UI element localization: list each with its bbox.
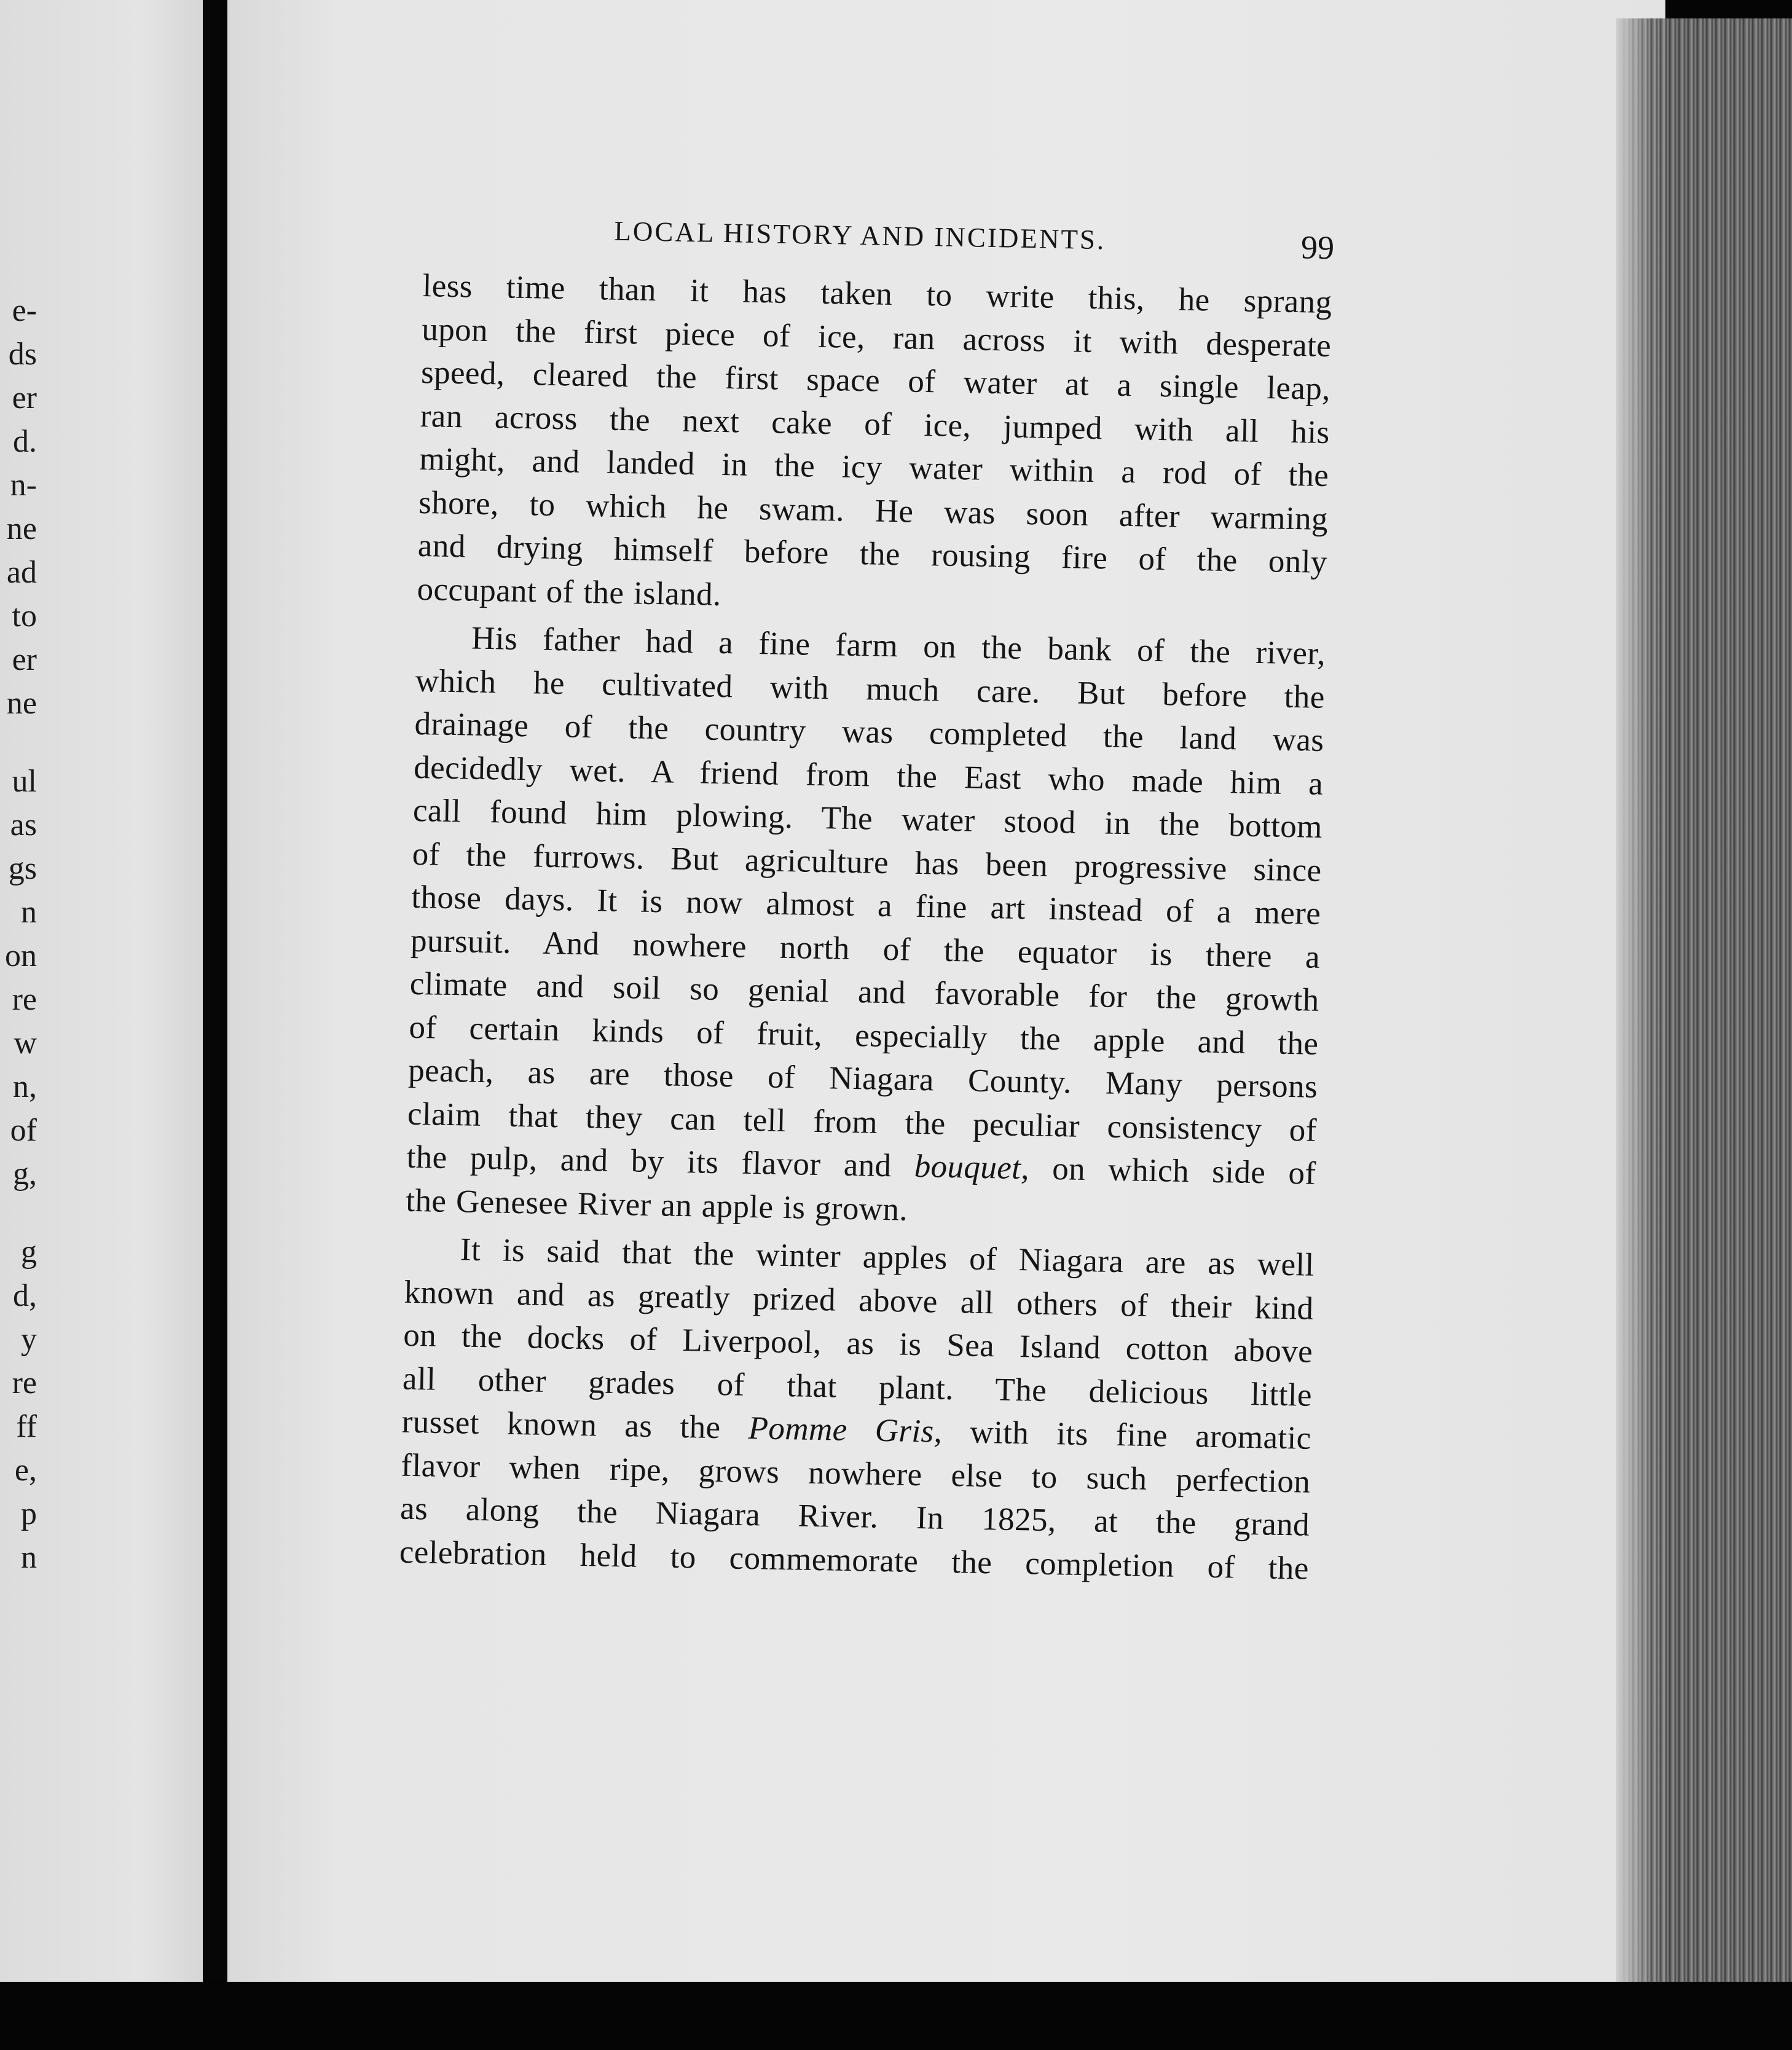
text-line: shore, to which he swam. He was soon after warming — [418, 484, 1329, 537]
previous-page-fragment: ne — [6, 511, 37, 546]
previous-page-fragment: p — [21, 1496, 37, 1531]
running-title: LOCAL HISTORY AND INCIDENTS. — [613, 215, 1106, 256]
previous-page-fragment: n, — [13, 1069, 37, 1104]
paragraph-2 — [406, 616, 1326, 1239]
text-line: of certain kinds of fruit, especially the apple and the — [409, 1009, 1319, 1062]
previous-page-fragment: e, — [14, 1453, 37, 1488]
text-run: the pulp, and by its flavor and — [406, 1139, 915, 1184]
text-line: call found him plowing. The water stood in the bottom — [412, 792, 1323, 845]
paragraph-3 — [399, 1227, 1315, 1590]
previous-page-fragment: re — [12, 1365, 37, 1400]
previous-page-fragment: er — [12, 642, 37, 677]
previous-page-fragment: of — [10, 1113, 37, 1148]
previous-page-fragment: n- — [10, 468, 37, 503]
book-gutter — [203, 0, 227, 1979]
page-edges-shadow — [1616, 18, 1653, 2028]
text-line: those days. It is now almost a fine art instead of a mere — [411, 879, 1321, 932]
previous-page-fragment: as — [10, 807, 37, 842]
previous-page-fragment: y — [21, 1322, 37, 1357]
text-line: It is said that the winter apples of Niagara are as well — [460, 1231, 1315, 1283]
previous-page-fragment: d, — [13, 1278, 37, 1313]
text-line: climate and soil so genial and favorable for the growth — [409, 965, 1320, 1018]
text-line: celebration held to commemorate the completion of the — [399, 1534, 1310, 1587]
text-line: of the furrows. But agriculture has been progressive since — [412, 836, 1322, 889]
text-line: known and as greatly prized above all others of their kind — [404, 1274, 1314, 1327]
previous-page-fragment: ul — [12, 764, 37, 799]
text-line: the Genesee River an apple is grown. — [405, 1182, 908, 1228]
paragraph-1 — [417, 264, 1332, 627]
previous-page-fragment: ne — [6, 686, 37, 721]
previous-page-fragment: to — [12, 599, 37, 634]
text-line: occupant of the island. — [417, 571, 722, 613]
previous-page-text-fragments — [0, 289, 37, 1579]
text-line: pursuit. And nowhere north of the equator is there a — [410, 922, 1321, 975]
previous-page-fragment — [0, 725, 37, 760]
previous-page-fragment: e- — [12, 293, 37, 328]
page-content — [399, 209, 1333, 1590]
previous-page — [0, 0, 203, 1982]
text-line: ran across the next cake of ice, jumped with all his — [420, 398, 1330, 450]
previous-page-fragment — [0, 1196, 37, 1230]
text-line: less time than it has taken to write this, he sprang — [422, 267, 1332, 321]
previous-page-fragment: n — [21, 895, 37, 930]
text-run: with its fine aromatic — [941, 1413, 1312, 1456]
text-line: flavor when ripe, grows nowhere else to such perfection — [401, 1447, 1311, 1500]
text-run: russet known as the — [401, 1404, 749, 1446]
text-line: might, and landed in the icy water within a rod of the — [419, 441, 1329, 494]
previous-page-fragment: d. — [13, 424, 37, 459]
text-line: peach, as are those of Niagara County. Many persons — [407, 1052, 1318, 1105]
previous-page-fragment: gs — [8, 851, 37, 886]
previous-page-fragment: n — [21, 1540, 37, 1575]
page-number: 99 — [1300, 229, 1335, 267]
text-line: decidedly wet. A friend from the East who made him a — [413, 749, 1324, 802]
previous-page-fragment: er — [12, 380, 37, 415]
previous-page-fragment: ff — [16, 1409, 37, 1444]
previous-page-fragment: ad — [6, 555, 37, 590]
text-line: which he cultivated with much care. But before the — [415, 662, 1326, 715]
text-line: and drying himself before the rousing fire of the only — [417, 527, 1328, 581]
text-line: drainage of the country was completed the land was — [414, 705, 1324, 758]
previous-page-fragment: w — [14, 1026, 37, 1061]
italic-word: Pomme Gris, — [748, 1410, 943, 1450]
previous-page-fragment: g — [21, 1235, 37, 1270]
text-line: His father had a fine farm on the bank of the river, — [471, 620, 1326, 672]
scan-bottom-border — [0, 1982, 1792, 2050]
text-line: as along the Niagara River. In 1825, at the grand — [399, 1490, 1310, 1543]
italic-word: bouquet, — [914, 1148, 1030, 1187]
text-line: all other grades of that plant. The delicious little — [402, 1361, 1313, 1413]
text-run: on which side of — [1029, 1150, 1317, 1192]
previous-page-fragment: on — [5, 938, 37, 973]
previous-page-fragment: g, — [13, 1157, 37, 1192]
text-line: speed, cleared the first space of water at a single leap, — [420, 354, 1331, 407]
previous-page-fragment: re — [12, 982, 37, 1017]
previous-page-fragment: ds — [8, 337, 37, 372]
text-line: claim that they can tell from the peculiar consistency of — [407, 1096, 1318, 1149]
text-line: upon the first piece of ice, ran across it with desperate — [421, 311, 1332, 364]
text-line: on the docks of Liverpool, as is Sea Island cotton above — [403, 1317, 1313, 1370]
